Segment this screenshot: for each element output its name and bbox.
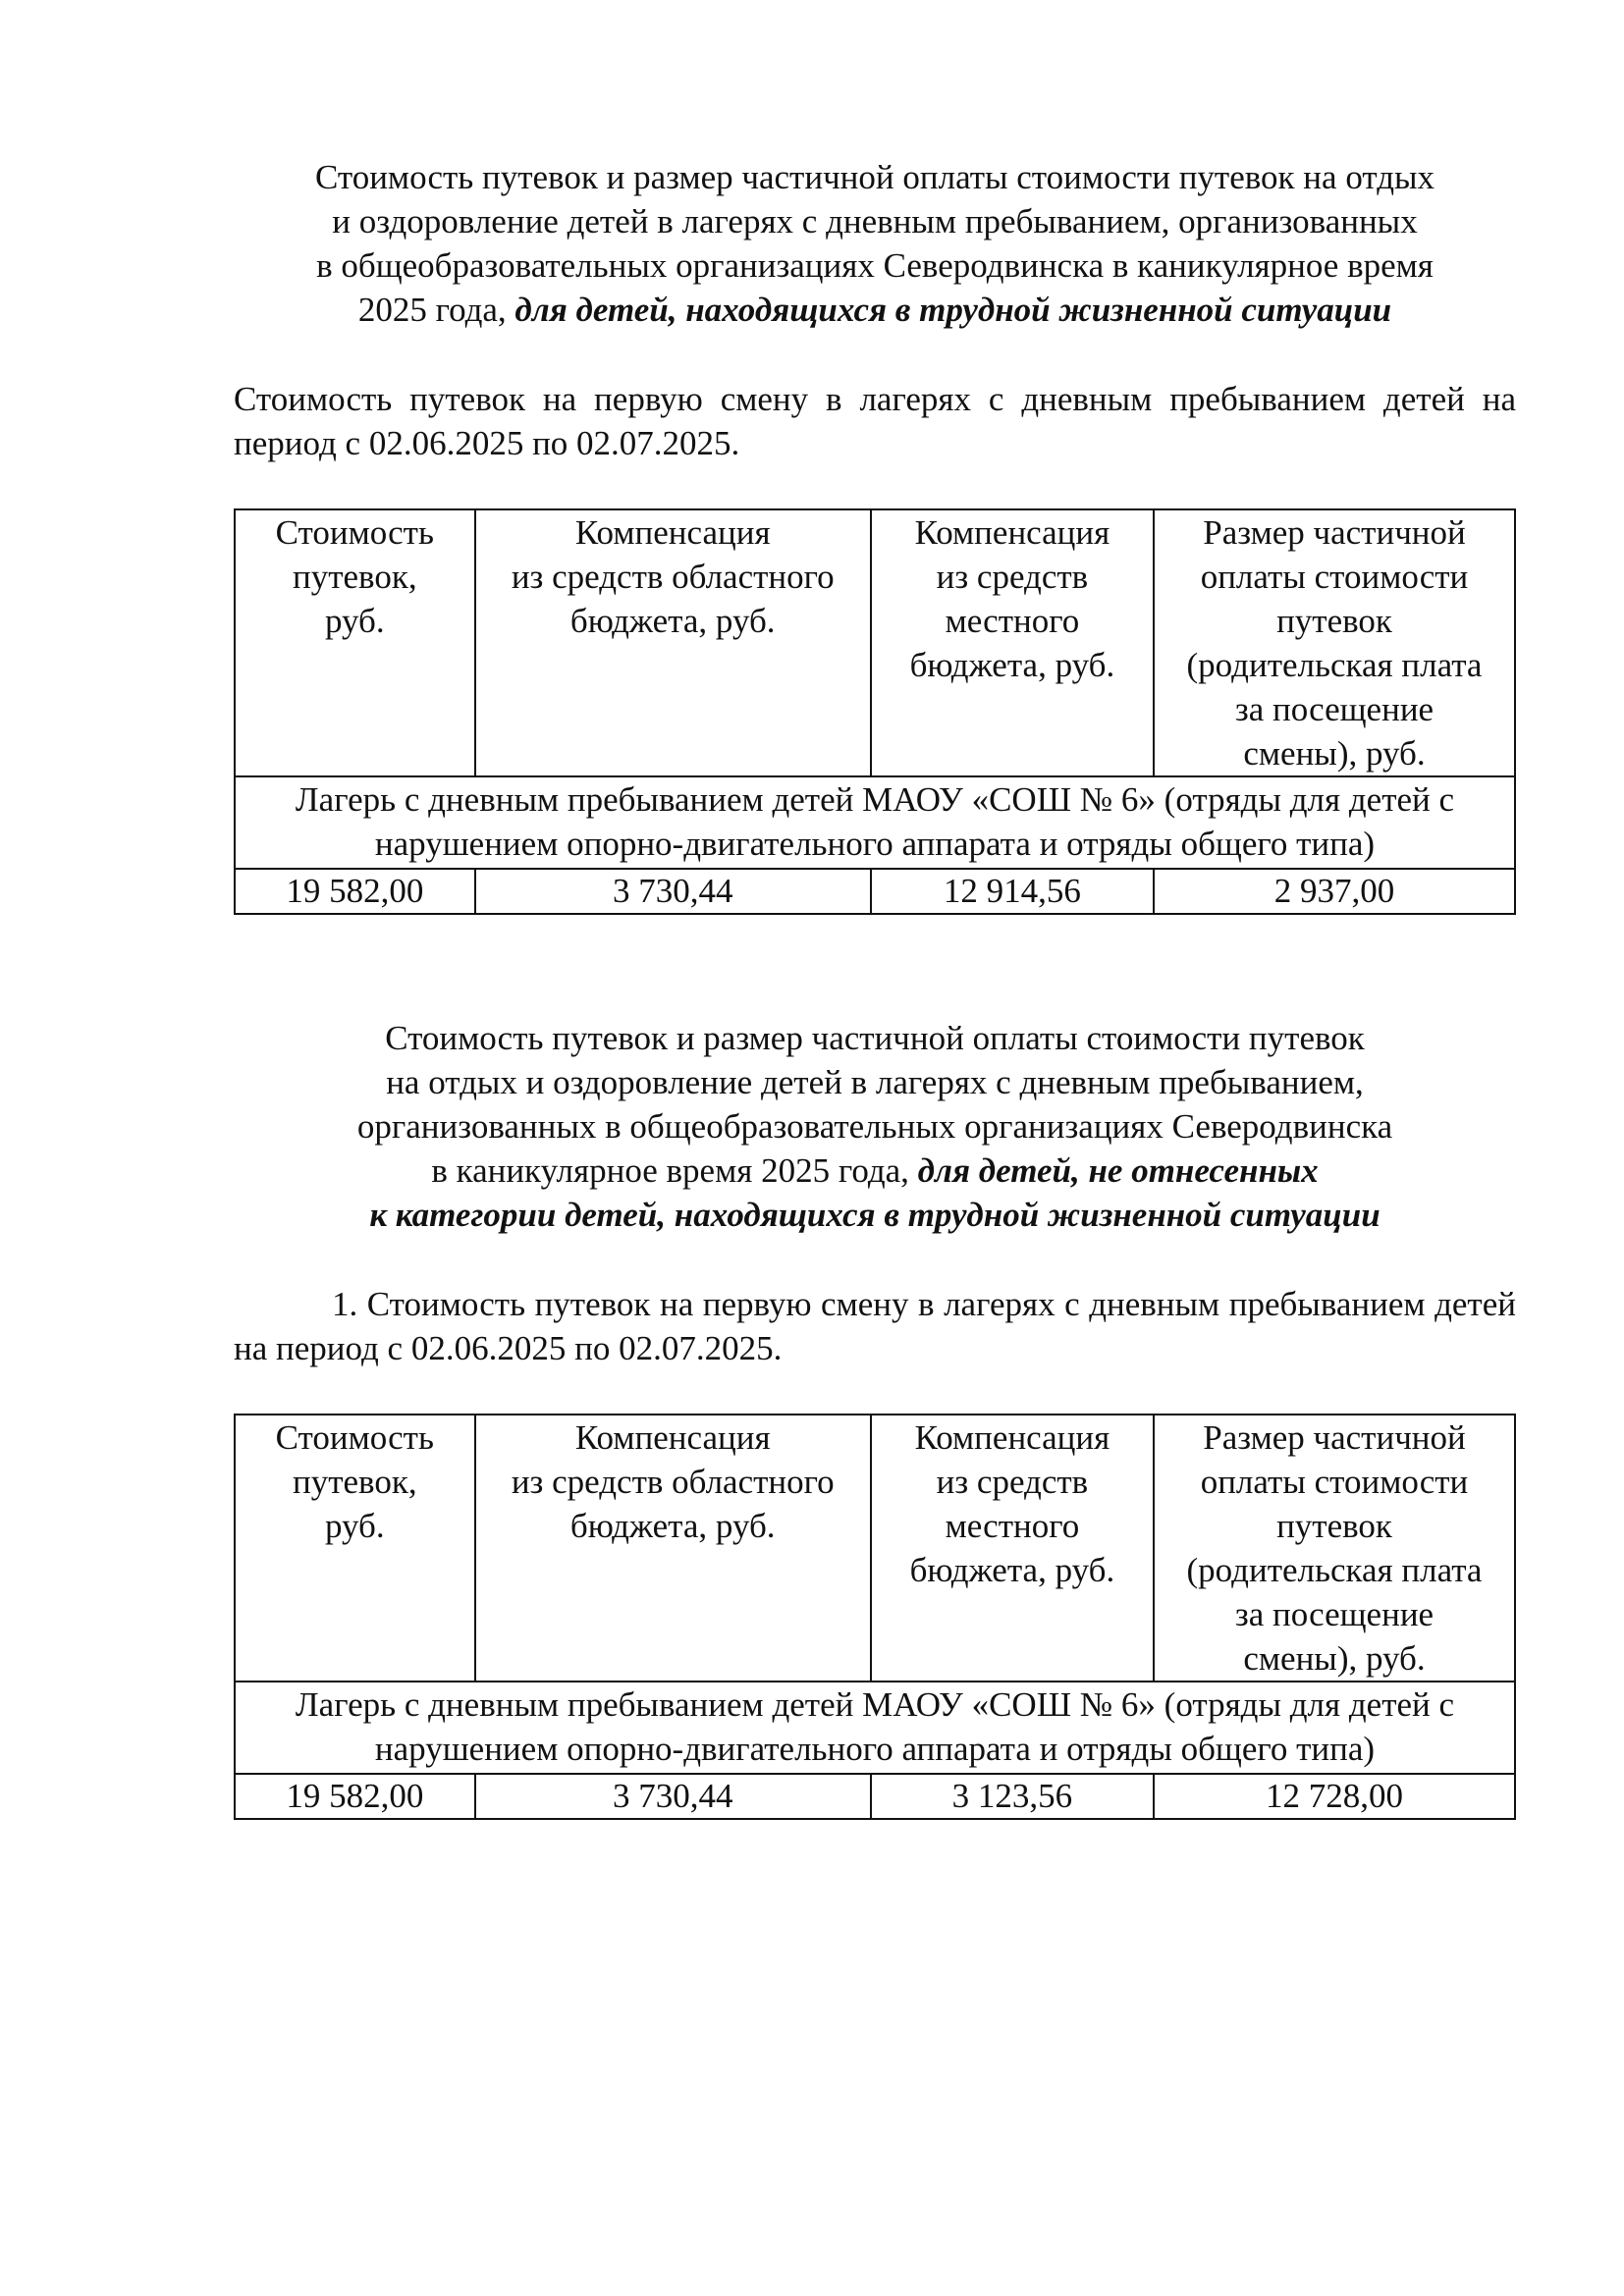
section1-heading	[234, 155, 1516, 332]
value-cell-cost: 19 582,00	[235, 869, 475, 914]
header-cell-cost: Стоимость путевок, руб.	[235, 1415, 475, 1682]
table-row	[235, 1682, 1515, 1774]
value-cell-cost: 19 582,00	[235, 1774, 475, 1819]
section2-table	[234, 1414, 1516, 1820]
header-cell-local-compensation: Компенсация из средств местного бюджета, руб.	[871, 509, 1154, 776]
table-header-row	[235, 509, 1515, 776]
header-cell-regional-compensation: Компенсация из средств областного бюджета, руб.	[475, 1415, 871, 1682]
table-row	[235, 869, 1515, 914]
section1-heading-emphasis: для детей, находящихся в трудной жизненной ситуации	[514, 291, 1392, 329]
table-row	[235, 1774, 1515, 1819]
value-cell-partial-payment: 12 728,00	[1154, 1774, 1515, 1819]
camp-name-cell: Лагерь с дневным пребыванием детей МАОУ «СОШ № 6» (отряды для детей с нарушением опорно-двигательного аппарата и отряды общего типа)	[235, 776, 1515, 869]
section1-table	[234, 508, 1516, 915]
header-cell-local-compensation: Компенсация из средств местного бюджета, руб.	[871, 1415, 1154, 1682]
section2-heading	[234, 1016, 1516, 1237]
value-cell-regional-compensation: 3 730,44	[475, 869, 871, 914]
header-cell-partial-payment: Размер частичной оплаты стоимости путевок (родительская плата за посещение смены), руб.	[1154, 1415, 1515, 1682]
header-cell-cost: Стоимость путевок, руб.	[235, 509, 475, 776]
header-cell-partial-payment: Размер частичной оплаты стоимости путевок (родительская плата за посещение смены), руб.	[1154, 509, 1515, 776]
value-cell-regional-compensation: 3 730,44	[475, 1774, 871, 1819]
table-row	[235, 776, 1515, 869]
section1-paragraph: Стоимость путевок на первую смену в лагерях с дневным пребыванием детей на период с 02.06.2025 по 02.07.2025.	[234, 380, 1516, 462]
section2-paragraph: 1. Стоимость путевок на первую смену в лагерях с дневным пребыванием детей на период с 02.06.2025 по 02.07.2025.	[234, 1285, 1516, 1367]
value-cell-partial-payment: 2 937,00	[1154, 869, 1515, 914]
value-cell-local-compensation: 3 123,56	[871, 1774, 1154, 1819]
camp-name-cell: Лагерь с дневным пребыванием детей МАОУ «СОШ № 6» (отряды для детей с нарушением опорно-двигательного аппарата и отряды общего типа)	[235, 1682, 1515, 1774]
value-cell-local-compensation: 12 914,56	[871, 869, 1154, 914]
table-header-row	[235, 1415, 1515, 1682]
section2-heading-text: Стоимость путевок и размер частичной оплаты стоимости путевок на отдых и оздоровление детей в лагерях с дневным пребыванием, организованных в общеобразовательных организациях Северодвинска в каникулярное время 2025 года,	[356, 1019, 1393, 1190]
header-cell-regional-compensation: Компенсация из средств областного бюджета, руб.	[475, 509, 871, 776]
section1-heading-text: Стоимость путевок и размер частичной оплаты стоимости путевок на отдых и оздоровление детей в лагерях с дневным пребыванием, организованных в общеобразовательных организациях Северодвинска в каникулярное время 2025 года,	[314, 158, 1435, 329]
section2-heading-emphasis: для детей, не отнесенных к категории детей, находящихся в трудной жизненной ситуации	[369, 1151, 1380, 1234]
